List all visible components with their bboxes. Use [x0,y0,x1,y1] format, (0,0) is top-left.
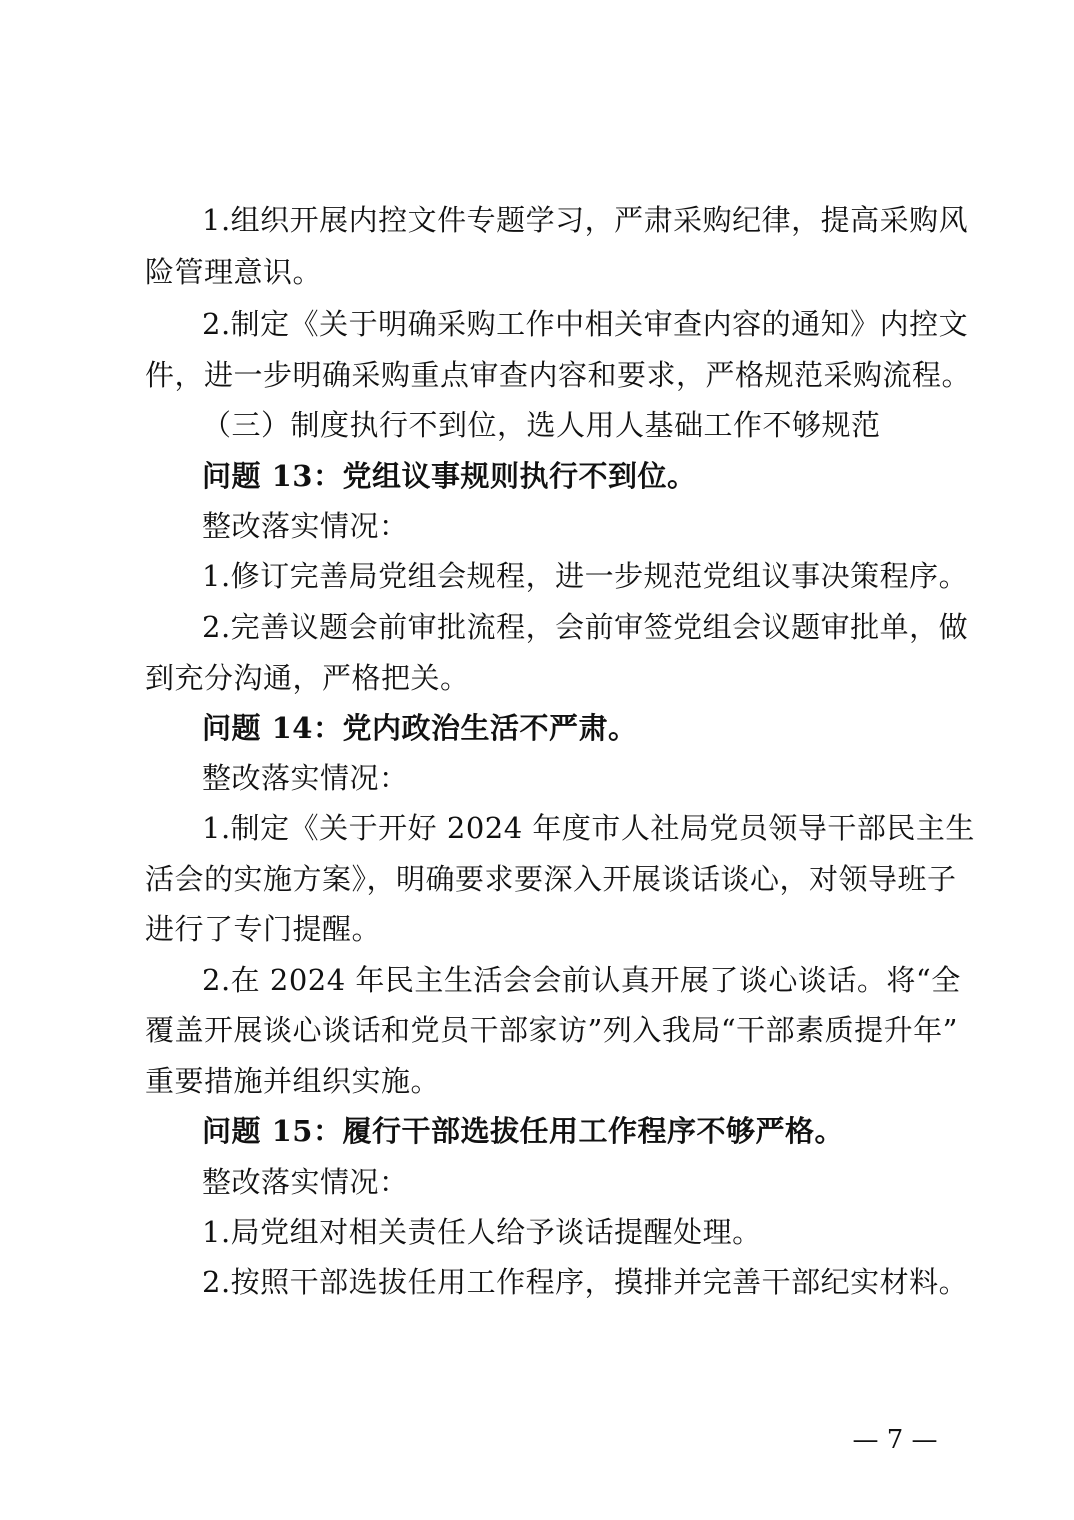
text-line: 2.在 2024 年民主生活会会前认真开展了谈心谈话。将“全 [202,963,961,997]
text-line: 险管理意识。 [145,255,323,289]
text-line: 重要措施并组织实施。 [145,1064,441,1098]
issue-heading: 问题 14：党内政治生活不严肃。 [202,711,638,745]
text-line: 2.按照干部选拔任用工作程序，摸排并完善干部纪实材料。 [202,1265,969,1299]
text-line: 整改落实情况： [202,761,409,795]
text-line: 整改落实情况： [202,1165,409,1199]
issue-heading: 问题 13：党组议事规则执行不到位。 [202,459,697,493]
page-number: — 7 — [852,1425,938,1455]
text-line: 1.组织开展内控文件专题学习，严肃采购纪律，提高采购风 [202,203,969,237]
issue-heading: 问题 15：履行干部选拔任用工作程序不够严格。 [202,1114,844,1148]
section-heading: （三）制度执行不到位，选人用人基础工作不够规范 [202,408,881,442]
text-line: 1.局党组对相关责任人给予谈话提醒处理。 [202,1215,762,1249]
text-line: 件，进一步明确采购重点审查内容和要求，严格规范采购流程。 [145,358,972,392]
text-line: 整改落实情况： [202,509,409,543]
text-line: 进行了专门提醒。 [145,912,382,946]
text-line: 1.修订完善局党组会规程，进一步规范党组议事决策程序。 [202,559,969,593]
text-line: 活会的实施方案》，明确要求要深入开展谈话谈心，对领导班子 [145,862,957,896]
text-line: 1.制定《关于开好 2024 年度市人社局党员领导干部民主生 [202,811,975,845]
text-line: 覆盖开展谈心谈话和党员干部家访”列入我局“干部素质提升年” [145,1013,958,1047]
text-line: 2.完善议题会前审批流程，会前审签党组会议题审批单，做 [202,610,969,644]
text-line: 2.制定《关于明确采购工作中相关审查内容的通知》内控文 [202,307,969,341]
text-line: 到充分沟通，严格把关。 [145,661,470,695]
